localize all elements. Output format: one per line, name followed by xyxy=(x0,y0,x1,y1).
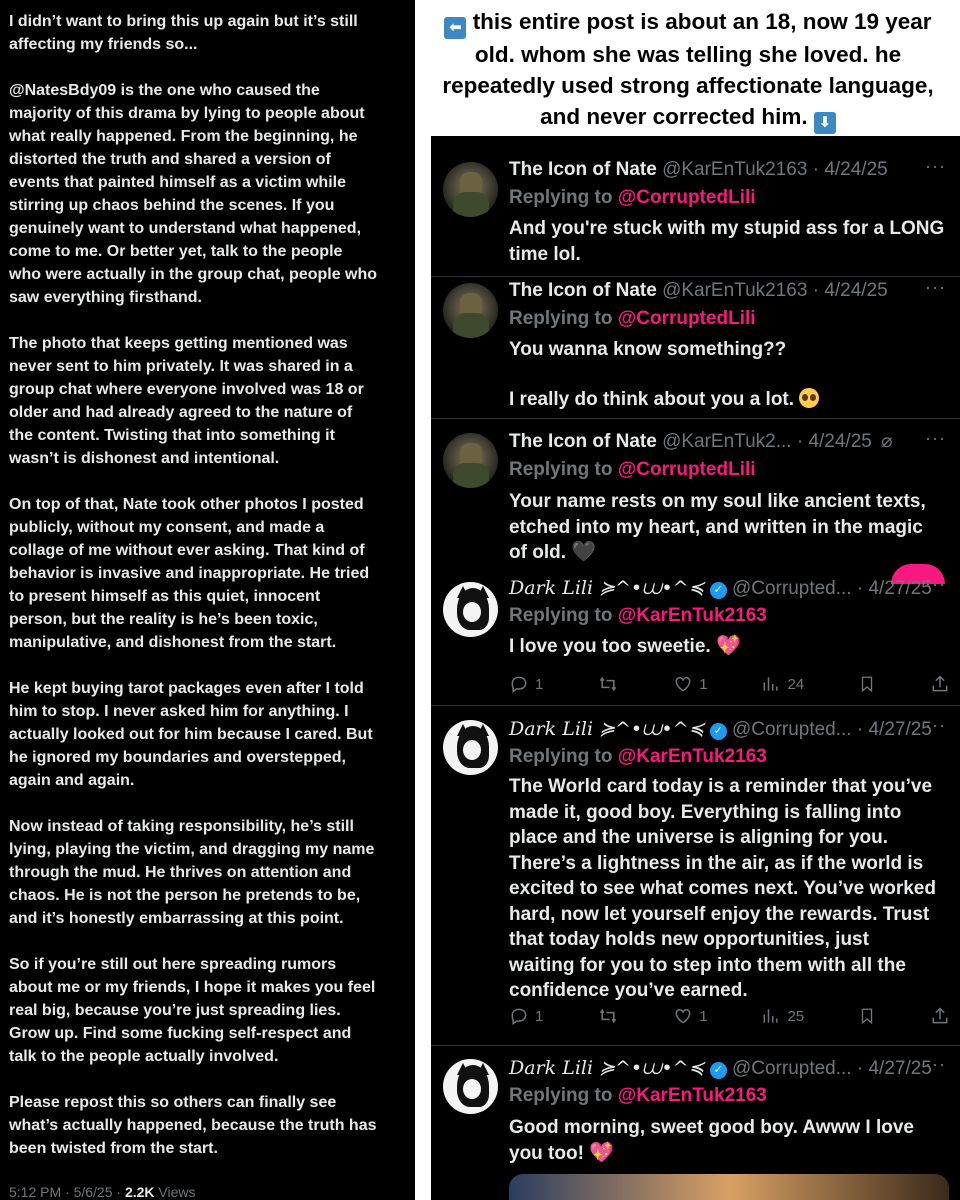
sparkling-heart-emoji-icon: 💖 xyxy=(589,1141,615,1164)
tweet-header xyxy=(509,1055,952,1081)
reply-count: 1 xyxy=(535,1007,544,1025)
tweet-text xyxy=(509,387,954,413)
display-name[interactable]: The Icon of Nate xyxy=(509,280,657,301)
tweet-date[interactable]: 4/24/25 xyxy=(824,159,888,180)
replying-to-label: Replying to xyxy=(509,605,618,626)
down-arrow-emoji-icon: ⬇ xyxy=(814,112,836,134)
mention-link[interactable]: @KarEnTuk2163 xyxy=(617,1085,767,1106)
verified-badge-icon: ✓ xyxy=(710,723,727,740)
like-button[interactable] xyxy=(673,1006,707,1026)
handle[interactable]: @KarEnTuk2163 xyxy=(662,280,808,301)
left-post-body xyxy=(0,0,415,1160)
tweet-header xyxy=(509,157,952,183)
date-separator: · xyxy=(807,280,825,301)
tweet[interactable] xyxy=(431,418,960,573)
like-button[interactable] xyxy=(673,674,707,694)
tweet-date[interactable]: 4/27/25 xyxy=(868,578,932,599)
tweet-date[interactable]: 4/27/25 xyxy=(868,719,932,740)
reply-button[interactable] xyxy=(509,674,543,694)
left-post-panel xyxy=(0,0,415,1200)
tweet-text-line: I really do think about you a lot. xyxy=(509,389,800,410)
mention-link[interactable]: @CorruptedLili xyxy=(617,308,756,329)
ear-shape xyxy=(477,724,489,736)
post-views-label: Views xyxy=(154,1184,196,1200)
like-count: 1 xyxy=(699,1007,708,1025)
reply-count: 1 xyxy=(535,675,544,693)
verified-badge-icon: ✓ xyxy=(710,1062,727,1079)
caption-text: this entire post is about an 18, now 19 year old. whom she was telling she loved. he repeatedly used strong affectionate language, and never corrected him. xyxy=(442,9,934,129)
like-count: 1 xyxy=(699,675,708,693)
replying-to xyxy=(509,744,767,770)
bookmark-button[interactable] xyxy=(858,1006,876,1026)
black-heart-emoji-icon: 🖤 xyxy=(571,541,597,563)
post-paragraph: Now instead of taking responsibility, he’s still lying, playing the victim, and dragging my name through the mud. He thrives on attention and chaos. He is not the person he pretends to be, and it’s honestly embarrassing at this point. xyxy=(9,818,375,927)
replying-to xyxy=(509,1083,767,1109)
tweet-header xyxy=(509,575,952,601)
ear-shape xyxy=(477,586,489,598)
share-icon xyxy=(930,1006,950,1026)
more-icon[interactable]: ··· xyxy=(925,574,946,594)
action-bar xyxy=(509,1003,950,1029)
handle[interactable]: @Corrupted... xyxy=(731,578,852,599)
avatar[interactable] xyxy=(443,582,498,637)
like-icon xyxy=(673,1006,693,1026)
tweet-text-line: Your name rests on my soul like ancient texts, etched into my heart, and written in the magic of old. xyxy=(509,491,926,563)
retweet-icon xyxy=(597,674,619,694)
tweet-date[interactable]: 4/24/25 xyxy=(824,280,888,301)
tweet-text: And you're stuck with my stupid ass for a LONG time lol. xyxy=(509,218,945,265)
date-separator: · xyxy=(851,578,869,599)
replying-to xyxy=(509,185,756,211)
avatar[interactable] xyxy=(443,720,498,775)
tweet[interactable] xyxy=(431,573,960,705)
views-count: 25 xyxy=(787,1007,805,1025)
tweet-text: You wanna know something?? xyxy=(509,339,787,360)
ear-shape xyxy=(457,724,469,736)
bookmark-icon xyxy=(858,1006,876,1026)
tweet-header xyxy=(509,278,952,304)
post-timestamp[interactable]: 5:12 PM · 5/6/25 · xyxy=(9,1184,125,1200)
post-paragraph: Please repost this so others can finally see what’s actually happened, because the truth has been twisted from the start. xyxy=(9,1094,377,1157)
post-paragraph: I didn’t want to bring this up again but it’s still affecting my friends so... xyxy=(9,13,358,53)
handle[interactable]: @KarEnTuk2... xyxy=(662,431,792,452)
views-icon xyxy=(761,674,781,694)
sparkling-heart-emoji-icon: 💖 xyxy=(715,635,741,657)
tweet[interactable] xyxy=(431,705,960,1045)
left-arrow-emoji-icon: ⬅ xyxy=(444,17,466,39)
post-paragraph: On top of that, Nate took other photos I posted publicly, without my consent, and made a collage of me without ever asking. That kind of behavior is invasive and inappropriate. He tried to present himself as this quiet, innocent person, but the reality is he’s been toxic, manipulative, and dishonest from the start. xyxy=(9,496,370,651)
action-bar xyxy=(509,671,950,697)
ear-shape xyxy=(457,586,469,598)
tweet-date[interactable]: 4/24/25 xyxy=(808,431,872,452)
avatar[interactable] xyxy=(443,283,498,338)
pleading-face-emoji-icon xyxy=(799,388,819,408)
tweet-header xyxy=(509,716,952,742)
post-paragraph: He kept buying tarot packages even after I told him to stop. I never asked him for anything. I actually looked out for him because I cared. But he ignored my boundaries and overstepped, again and again. xyxy=(9,680,373,789)
display-name[interactable]: 𝐷𝑎𝑟𝑘 𝐿𝑖𝑙𝑖 ≽^•⩊•^≼ xyxy=(509,718,705,740)
attached-image-preview[interactable] xyxy=(509,1174,949,1200)
tweet[interactable] xyxy=(431,136,960,276)
reply-thread-panel xyxy=(431,136,960,1200)
post-views-count: 2.2K xyxy=(124,1184,155,1200)
tweet-text xyxy=(509,489,954,566)
tweet[interactable] xyxy=(431,276,960,426)
display-name[interactable]: 𝐷𝑎𝑟𝑘 𝐿𝑖𝑙𝑖 ≽^•⩊•^≼ xyxy=(509,577,705,599)
ear-shape xyxy=(457,1063,469,1075)
face-shape xyxy=(463,1079,481,1099)
replying-to-label: Replying to xyxy=(509,308,618,329)
face-shape xyxy=(463,740,481,760)
views-count: 24 xyxy=(787,675,805,693)
share-icon xyxy=(930,674,950,694)
armor-shape xyxy=(453,192,489,217)
avatar[interactable] xyxy=(443,162,498,217)
post-paragraph: So if you’re still out here spreading rumors about me or my friends, I hope it makes you feel real big, because you’re just spreading lies. Grow up. Find some fucking self-respect and talk to the people actually involved. xyxy=(9,956,376,1065)
avatar[interactable] xyxy=(443,1059,498,1114)
tweet-header xyxy=(509,429,952,455)
more-icon[interactable]: ··· xyxy=(925,428,946,448)
armor-shape xyxy=(453,463,489,488)
more-icon[interactable]: ··· xyxy=(925,277,946,297)
date-separator: · xyxy=(851,1058,869,1079)
share-button[interactable] xyxy=(930,674,950,694)
avatar[interactable] xyxy=(443,433,498,488)
more-icon[interactable]: ··· xyxy=(925,156,946,176)
mention-link[interactable]: @KarEnTuk2163 xyxy=(617,746,767,767)
handle[interactable]: @Corrupted... xyxy=(731,1058,852,1079)
tweet-text: The World card today is a reminder that you’ve made it, good boy. Everything is falling into place and the universe is aligning for you. There’s a lightness in the air, as if the world is excited to see what comes next. You’ve worked hard, now let yourself enjoy the rewards. Trust that today holds new opportunities, just waiting for you to step into them with all the confidence you’ve earned. xyxy=(509,776,936,1001)
date-separator: · xyxy=(791,431,809,452)
tweet-text-line: I love you too sweetie. xyxy=(509,636,716,657)
post-paragraph: @NatesBdy09 is the one who caused the majority of this drama by lying to people about what really happened. From the beginning, he distorted the truth and shared a version of events that painted himself as a victim while stirring up chaos behind the scenes. If you genuinely want to understand what happened, come to me. Or better yet, talk to the people who were actually in the group chat, people who saw everything firsthand. xyxy=(9,82,378,306)
ear-shape xyxy=(477,1063,489,1075)
replying-to xyxy=(509,457,756,483)
bookmark-icon xyxy=(858,674,876,694)
reply-icon xyxy=(509,674,529,694)
handle[interactable]: @Corrupted... xyxy=(731,719,852,740)
grok-icon[interactable]: ⌀ xyxy=(881,431,893,452)
replying-to-label: Replying to xyxy=(509,1085,618,1106)
retweet-button[interactable] xyxy=(597,674,619,694)
more-icon[interactable]: ··· xyxy=(925,1054,946,1074)
bookmark-button[interactable] xyxy=(858,674,876,694)
handle[interactable]: @KarEnTuk2163 xyxy=(662,159,808,180)
display-name[interactable]: 𝐷𝑎𝑟𝑘 𝐿𝑖𝑙𝑖 ≽^•⩊•^≼ xyxy=(509,1057,705,1079)
date-separator: · xyxy=(807,159,825,180)
replying-to xyxy=(509,306,756,332)
tweet-date[interactable]: 4/27/25 xyxy=(868,1058,932,1079)
post-timestamp-views xyxy=(9,1184,196,1200)
face-shape xyxy=(463,602,481,622)
post-paragraph: The photo that keeps getting mentioned was never sent to him privately. It was shared in a group chat where everyone involved was 18 or older and had already agreed to the nature of the content. Twisting that into something it wasn’t is dishonest and intentional. xyxy=(9,335,364,467)
armor-shape xyxy=(453,313,489,338)
more-icon[interactable]: ··· xyxy=(925,715,946,735)
tweet-text-line: Good morning, sweet good boy. Awww I love you too! xyxy=(509,1117,915,1164)
verified-badge-icon: ✓ xyxy=(710,582,727,599)
tweet-text xyxy=(509,634,954,660)
share-button[interactable] xyxy=(930,1006,950,1026)
mention-link[interactable]: @CorruptedLili xyxy=(617,187,756,208)
reply-button[interactable] xyxy=(509,1006,543,1026)
display-name[interactable]: The Icon of Nate xyxy=(509,431,657,452)
replying-to-label: Replying to xyxy=(509,459,618,480)
caption-text-block xyxy=(428,6,948,134)
views-icon xyxy=(761,1006,781,1026)
like-icon xyxy=(673,674,693,694)
retweet-button[interactable] xyxy=(597,1006,619,1026)
mention-link[interactable]: @KarEnTuk2163 xyxy=(617,605,767,626)
reply-icon xyxy=(509,1006,529,1026)
display-name[interactable]: The Icon of Nate xyxy=(509,159,657,180)
retweet-icon xyxy=(597,1006,619,1026)
replying-to xyxy=(509,603,767,629)
replying-to-label: Replying to xyxy=(509,187,618,208)
views-button[interactable] xyxy=(761,1006,804,1026)
replying-to-label: Replying to xyxy=(509,746,618,767)
date-separator: · xyxy=(851,719,869,740)
tweet-text xyxy=(509,1115,954,1166)
views-button[interactable] xyxy=(761,674,804,694)
mention-link[interactable]: @CorruptedLili xyxy=(617,459,756,480)
